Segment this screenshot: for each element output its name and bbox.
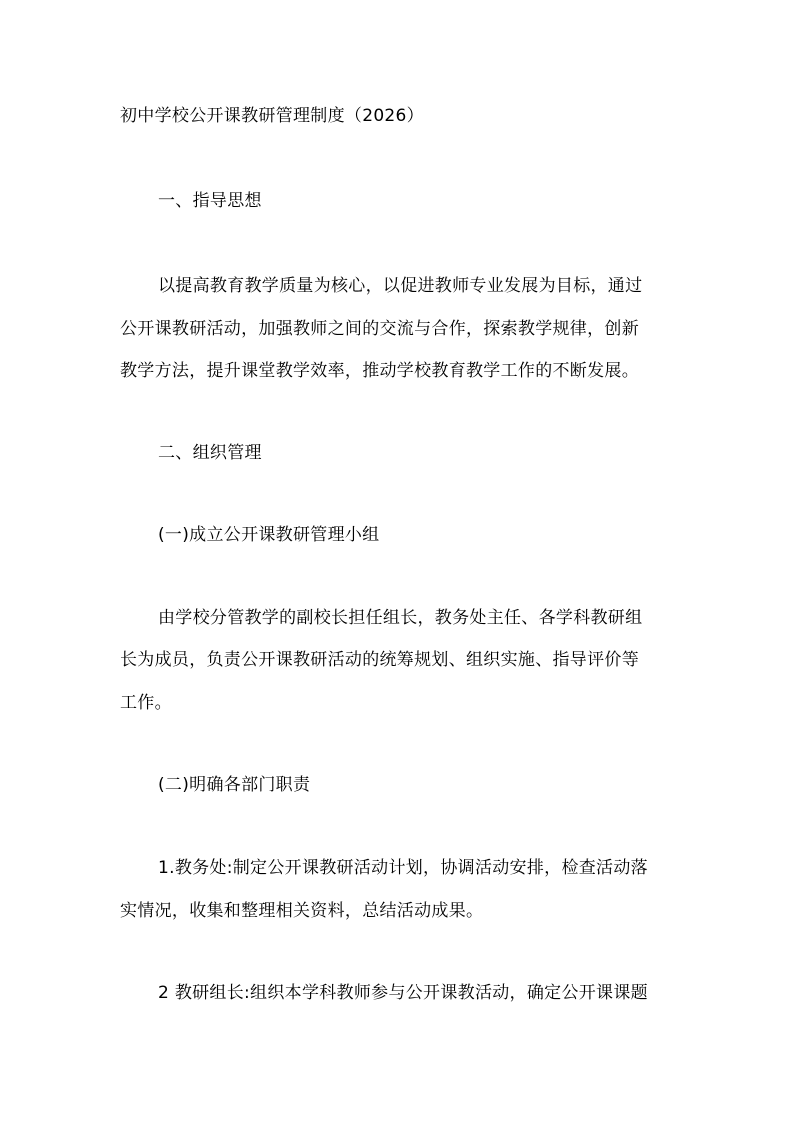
paragraph-line: 长为成员，负责公开课教研活动的统筹规划、组织实施、指导评价等: [120, 650, 639, 670]
list-item-line: 实情况，收集和整理相关资料，总结活动成果。: [120, 901, 484, 921]
list-item-line: 1.教务处:制定公开课教研活动计划，协调活动安排，检查活动落: [158, 858, 648, 878]
section-heading-guiding-ideology: 一、指导思想: [158, 191, 262, 211]
section-heading-organization: 二、组织管理: [158, 443, 262, 463]
subsection-heading-department-duties: (二)明确各部门职责: [158, 775, 311, 795]
paragraph-line: 工作。: [120, 693, 172, 713]
paragraph-line: 教学方法，提升课堂教学效率，推动学校教育教学工作的不断发展。: [120, 361, 639, 381]
paragraph-line: 公开课教研活动，加强教师之间的交流与合作，探索教学规律，创新: [120, 319, 639, 339]
paragraph-line: 以提高教育教学质量为核心，以促进教师专业发展为目标，通过: [158, 276, 643, 296]
list-item-line: 2 教研组长:组织本学科教师参与公开课教活动，确定公开课课题: [158, 983, 648, 1003]
paragraph-line: 由学校分管教学的副校长担任组长，教务处主任、各学科教研组: [158, 608, 643, 628]
subsection-heading-management-group: (一)成立公开课教研管理小组: [158, 525, 380, 545]
document-title: 初中学校公开课教研管理制度（2026）: [120, 106, 424, 126]
